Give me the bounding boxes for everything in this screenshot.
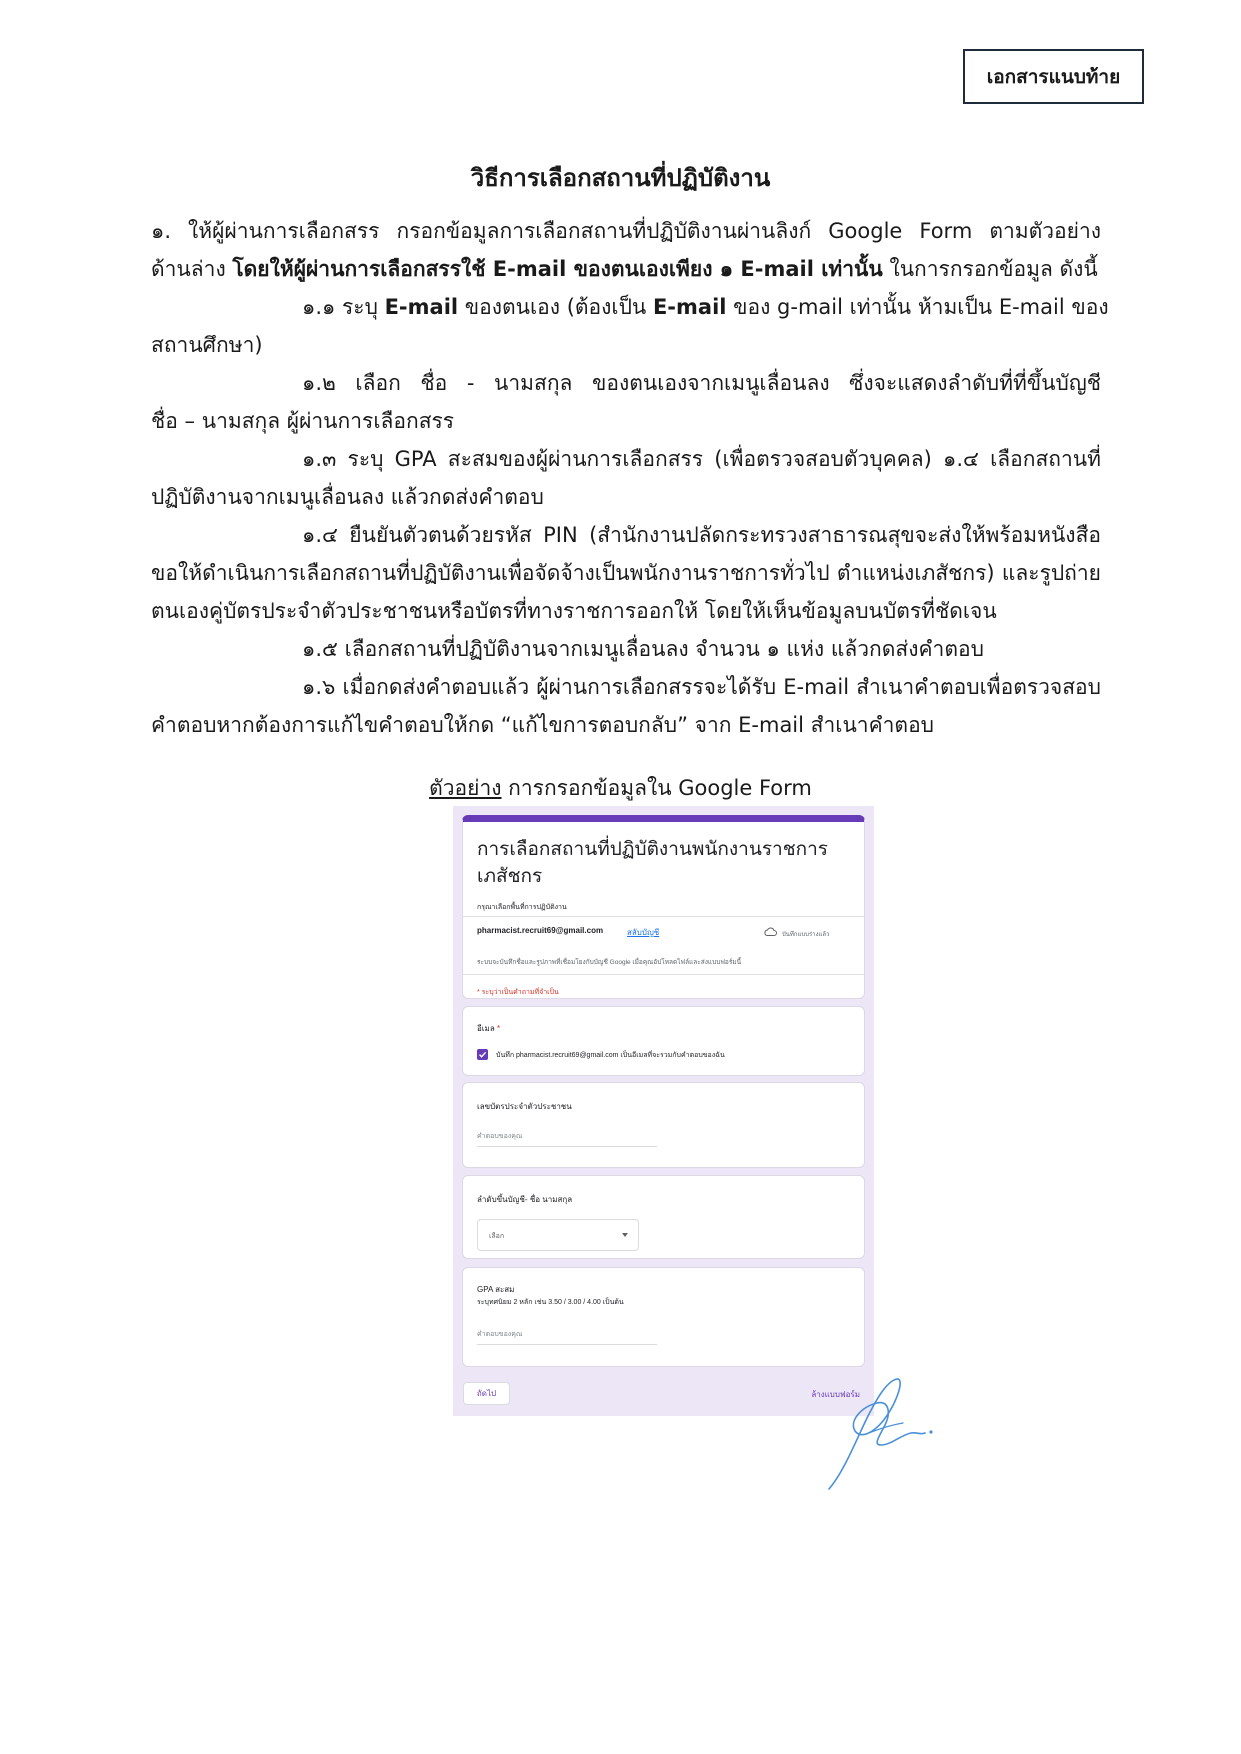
sub-1-6-line-2: คำตอบหากต้องการแก้ไขคำตอบให้กด “แก้ไขการตอบกลับ” จาก E-mail สำเนาคำตอบ	[151, 713, 935, 737]
question-gpa-hint: ระบุทศนิยม 2 หลัก เช่น 3.50 / 3.00 / 4.00 เป็นต้น	[477, 1299, 624, 1306]
sub-1-3-line-2: ปฏิบัติงานจากเมนูเลื่อนลง แล้วกดส่งคำตอบ	[151, 485, 544, 509]
form-title: การเลือกสถานที่ปฏิบัติงานพนักงานราชการเภสัชกร	[477, 839, 828, 887]
question-rank-card	[462, 1175, 865, 1259]
sub-1-1-line-2: สถานศึกษา)	[151, 333, 263, 357]
account-email: pharmacist.recruit69@gmail.com	[477, 926, 604, 935]
item-1-line-2: ด้านล่าง โดยให้ผู้ผ่านการเลือกสรรใช้ E-mail ของตนเองเพียง ๑ E-mail เท่านั้น ในการกรอกข้อมูล ดังนี้	[151, 257, 1098, 281]
sub-1-6-line-1: ๑.๖ เมื่อกดส่งคำตอบแล้ว ผู้ผ่านการเลือกสรรจะได้รับ E-mail สำเนาคำตอบเพื่อตรวจสอบ	[302, 675, 1101, 699]
required-note: * ระบุว่าเป็นคำถามที่จำเป็น	[477, 989, 559, 996]
item-1-emphasis: โดยให้ผู้ผ่านการเลือกสรรใช้ E-mail ของตนเองเพียง ๑ E-mail เท่านั้น	[232, 257, 883, 281]
account-note: ระบบจะบันทึกชื่อและรูปภาพที่เชื่อมโยงกับบัญชี Google เมื่อคุณอัปโหลดไฟล์และส่งแบบฟอร์มนี้	[477, 959, 742, 966]
rank-name-dropdown[interactable]	[477, 1219, 639, 1251]
clear-form-link[interactable]: ล้างแบบฟอร์ม	[811, 1390, 860, 1399]
question-id-card	[462, 1082, 865, 1168]
item-1-line-1: ๑. ให้ผู้ผ่านการเลือกสรร กรอกข้อมูลการเลือกสถานที่ปฏิบัติงานผ่านลิงก์ Google Form ตามตัวอย่าง	[151, 219, 1101, 243]
checkmark-icon	[478, 1050, 487, 1059]
record-email-label: บันทึก pharmacist.recruit69@gmail.com เป็นอีเมลที่จะรวมกับคำตอบของฉัน	[496, 1052, 725, 1059]
sub-1-1-line-1: ๑.๑ ระบุ E-mail ของตนเอง (ต้องเป็น E-mail ของ g-mail เท่านั้น ห้ามเป็น E-mail ของ	[302, 295, 1109, 319]
handwritten-signature	[825, 1373, 935, 1493]
form-header-card	[462, 815, 865, 999]
dropdown-placeholder: เลือก	[489, 1233, 505, 1240]
record-email-checkbox[interactable]	[477, 1049, 488, 1060]
sub-1-4-line-2: ขอให้ดำเนินการเลือกสถานที่ปฏิบัติงานเพื่อจัดจ้างเป็นพนักงานราชการทั่วไป ตำแหน่งเภสัชกร) และรูปถ่าย	[151, 561, 1101, 585]
cloud-saved-icon	[764, 927, 777, 936]
attachment-stamp: เอกสารแนบท้าย	[963, 49, 1144, 104]
question-gpa-card	[462, 1267, 865, 1367]
question-rank-label: ลำดับขึ้นบัญชี- ชื่อ นามสกุล	[477, 1195, 573, 1204]
google-form-screenshot	[453, 806, 874, 1416]
sub-1-5-line-1: ๑.๕ เลือกสถานที่ปฏิบัติงานจากเมนูเลื่อนลง จำนวน ๑ แห่ง แล้วกดส่งคำตอบ	[302, 637, 984, 661]
next-button[interactable]: ถัดไป	[463, 1382, 510, 1405]
divider	[463, 916, 864, 917]
question-gpa-label: GPA สะสม	[477, 1285, 515, 1294]
dropdown-arrow-icon	[622, 1233, 628, 1237]
gpa-input[interactable]: คำตอบของคุณ	[477, 1329, 657, 1345]
divider	[463, 974, 864, 975]
id-number-input[interactable]: คำตอบของคุณ	[477, 1131, 657, 1147]
switch-account-link[interactable]: สลับบัญชี	[627, 928, 660, 937]
question-email-card	[462, 1006, 865, 1076]
sub-1-2-line-1: ๑.๒ เลือก ชื่อ - นามสกุล ของตนเองจากเมนูเลื่อนลง ซึ่งจะแสดงลำดับที่ที่ขึ้นบัญชี	[302, 371, 1101, 395]
document-title: วิธีการเลือกสถานที่ปฏิบัติงาน	[470, 164, 771, 192]
saved-status: บันทึกแบบร่างแล้ว	[782, 932, 830, 938]
sub-1-3-line-1: ๑.๓ ระบุ GPA สะสมของผู้ผ่านการเลือกสรร (เพื่อตรวจสอบตัวบุคคล) ๑.๔ เลือกสถานที่	[302, 447, 1101, 471]
example-caption: ตัวอย่าง การกรอกข้อมูลใน Google Form	[429, 776, 812, 800]
sub-1-2-line-2: ชื่อ – นามสกุล ผู้ผ่านการเลือกสรร	[151, 409, 455, 433]
question-email-label: อีเมล *	[477, 1024, 501, 1033]
question-id-label: เลขบัตรประจำตัวประชาชน	[477, 1102, 572, 1111]
form-description: กรุณาเลือกพื้นที่การปฏิบัติงาน	[477, 904, 567, 911]
sub-1-4-line-3: ตนเองคู่บัตรประจำตัวประชาชนหรือบัตรที่ทางราชการออกให้ โดยให้เห็นข้อมูลบนบัตรที่ชัดเจน	[151, 599, 997, 623]
sub-1-4-line-1: ๑.๔ ยืนยันตัวตนด้วยรหัส PIN (สำนักงานปลัดกระทรวงสาธารณสุขจะส่งให้พร้อมหนังสือ	[302, 523, 1101, 547]
